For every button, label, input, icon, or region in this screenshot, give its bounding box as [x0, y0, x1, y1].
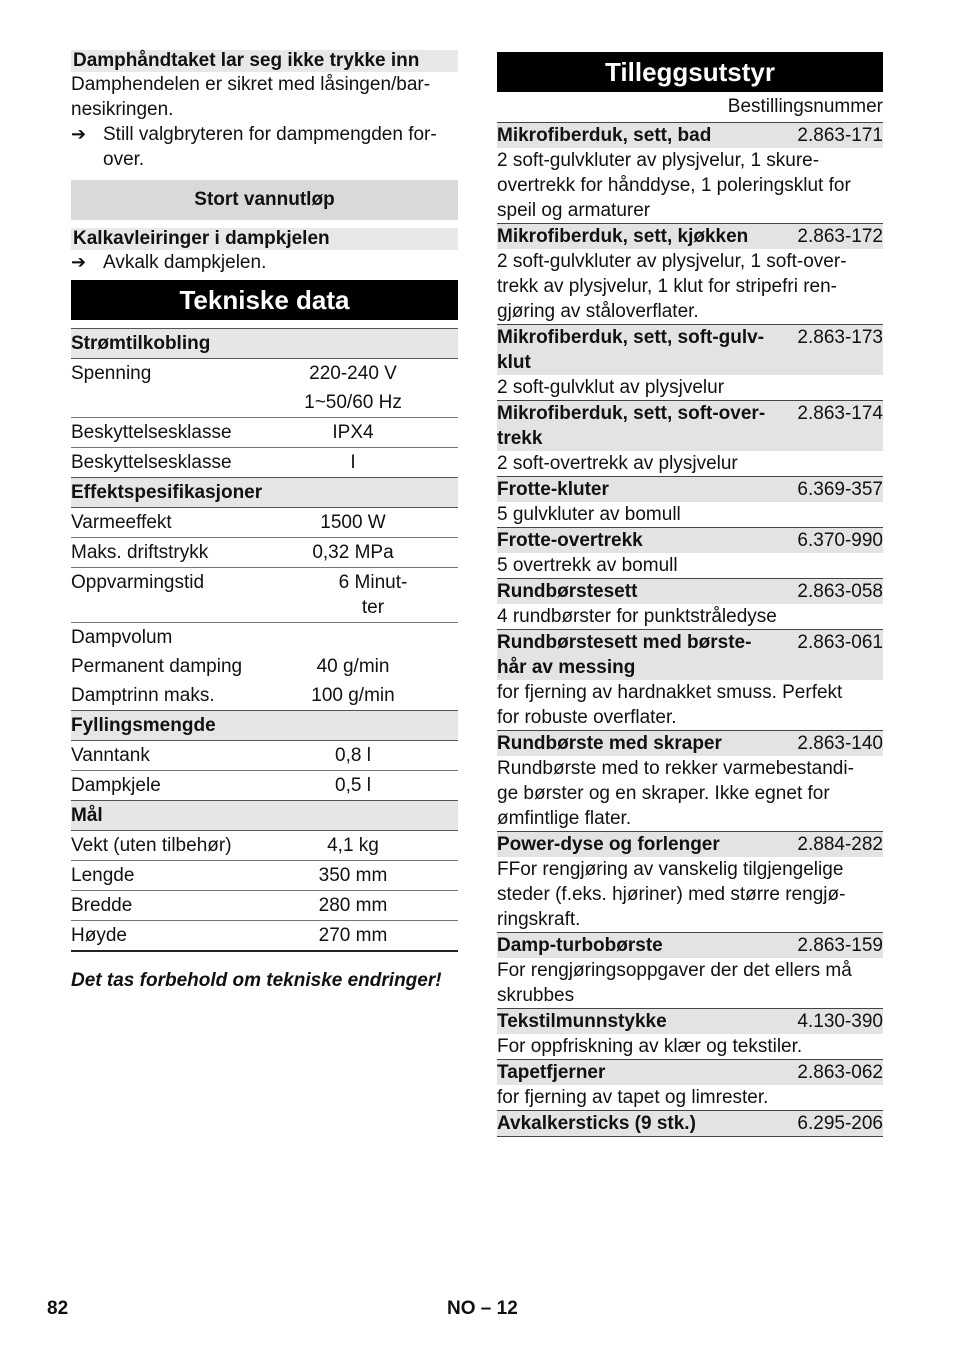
- spec-value: 280 mm: [248, 891, 458, 921]
- accessory-item-header: [497, 629, 883, 680]
- spec-label: Høyde: [71, 921, 248, 952]
- accessory-description: FFor rengjøring av vanskelig tilgjengelige steder (f.eks. hjøriner) med større rengjø- ringskraft.: [497, 859, 846, 930]
- accessory-name: Rundbørste med skraper: [497, 733, 722, 754]
- accessory-item-header: [497, 122, 883, 148]
- locked-bullet: [71, 122, 458, 172]
- accessory-item-header: [497, 1059, 883, 1085]
- accessory-order-number: 6.295-206: [797, 1113, 883, 1134]
- spec-label: Bredde: [71, 891, 248, 921]
- spec-label: Maks. driftstrykk: [71, 538, 248, 568]
- accessory-description: 2 soft-gulvklut av plysjvelur: [497, 377, 725, 398]
- spec-value: 350 mm: [248, 861, 458, 891]
- accessory-description: For rengjøringsoppgaver der det ellers må skrubbes: [497, 960, 852, 1006]
- accessory-item-header: [497, 476, 883, 502]
- accessory-description: 2 soft-gulvkluter av plysjvelur, 1 soft-over- trekk av plysjvelur, 1 klut for stripefri ren- gjøring av ståloverflater.: [497, 251, 847, 322]
- spec-label: Dampvolum: [71, 623, 248, 653]
- accessory-order-number: 2.863-159: [797, 935, 883, 956]
- spec-section-power: Strømtilkobling: [71, 329, 458, 359]
- accessory-order-number: 2.863-140: [797, 733, 883, 754]
- right-column: [497, 50, 883, 1137]
- accessory-description: For oppfriskning av klær og tekstiler.: [497, 1036, 803, 1057]
- disclaimer-note: Det tas forbehold om tekniske endringer!: [71, 970, 442, 991]
- spec-label: Spenning: [71, 359, 248, 389]
- spec-value: 6 Minut- ter: [248, 568, 458, 623]
- accessory-name: Rundbørstesett: [497, 581, 638, 602]
- accessory-order-number: 2.863-174: [797, 403, 883, 424]
- left-column: [71, 50, 458, 992]
- accessory-order-number: 2.863-062: [797, 1062, 883, 1083]
- accessory-name: Avkalkersticks (9 stk.): [497, 1113, 696, 1134]
- accessory-order-number: 4.130-390: [797, 1011, 883, 1032]
- accessory-order-number: 2.863-171: [797, 125, 883, 146]
- accessory-item-header: [497, 400, 883, 451]
- accessory-name: Power-dyse og forlenger: [497, 834, 720, 855]
- tech-spec-table: [71, 328, 458, 952]
- spec-value: 1~50/60 Hz: [304, 392, 402, 413]
- accessory-description: Rundbørste med to rekker varmebestandi- ge børster og en skraper. Ikke egnet for ømfintlige flater.: [497, 758, 854, 829]
- spec-label: Vekt (uten tilbehør): [71, 831, 248, 861]
- accessory-order-number: 6.369-357: [797, 479, 883, 500]
- spec-value: 0,5 l: [248, 771, 458, 801]
- spec-label: Oppvarmingstid: [71, 568, 248, 623]
- accessory-name: Frotte-kluter: [497, 479, 609, 500]
- accessory-item-header: [497, 932, 883, 958]
- accessory-order-number: 2.884-282: [797, 834, 883, 855]
- section-label: NO – 12: [447, 1298, 518, 1319]
- spec-label: Beskyttelsesklasse: [71, 418, 248, 448]
- accessory-name: Mikrofiberduk, sett, kjøkken: [497, 226, 749, 247]
- spec-label: Dampkjele: [71, 771, 248, 801]
- spec-label: Permanent damping: [71, 656, 243, 677]
- accessory-description: 2 soft-gulvkluter av plysjvelur, 1 skure- overtrekk for hånddyse, 1 poleringsklut for speil og armaturer: [497, 150, 851, 221]
- spec-section-dimensions: Mål: [71, 801, 458, 831]
- accessory-item-header: [497, 578, 883, 604]
- accessory-order-number: 6.370-990: [797, 530, 883, 551]
- lime-bullet-text: Avkalk dampkjelen.: [103, 252, 267, 273]
- accessory-description: 4 rundbørster for punktstråledyse: [497, 606, 777, 627]
- spec-section-fill: Fyllingsmengde: [71, 711, 458, 741]
- accessory-name: Mikrofiberduk, sett, bad: [497, 125, 712, 146]
- accessory-description: 2 soft-overtrekk av plysjvelur: [497, 453, 738, 474]
- spec-label: Beskyttelsesklasse: [71, 448, 248, 478]
- accessory-name: Mikrofiberduk, sett, soft-over- trekk: [497, 403, 766, 449]
- accessory-item-header: [497, 1008, 883, 1034]
- spec-value: I: [248, 448, 458, 478]
- spec-section-effect: Effektspesifikasjoner: [71, 478, 458, 508]
- accessory-order-number: 2.863-061: [797, 632, 883, 653]
- accessory-name: Mikrofiberduk, sett, soft-gulv- klut: [497, 327, 765, 373]
- spec-value: 40 g/min: [316, 656, 390, 677]
- spec-value: 0,32 MPa: [248, 538, 458, 568]
- lime-heading: Kalkavleiringer i dampkjelen: [71, 228, 458, 250]
- accessory-name: Frotte-overtrekk: [497, 530, 643, 551]
- locked-bullet-text: Still valgbryteren for dampmengden for- over.: [103, 124, 437, 170]
- spec-value: 270 mm: [248, 921, 458, 952]
- accessory-item-header: [497, 831, 883, 857]
- spec-label: Varmeeffekt: [71, 508, 248, 538]
- accessories-list: [497, 122, 883, 1137]
- accessories-heading: Tilleggsutstyr: [497, 52, 883, 92]
- page-number: 82: [47, 1298, 69, 1319]
- accessory-order-number: 2.863-058: [797, 581, 883, 602]
- spec-label: Lengde: [71, 861, 248, 891]
- accessory-description: 5 gulvkluter av bomull: [497, 504, 681, 525]
- accessory-name: Tapetfjerner: [497, 1062, 606, 1083]
- locked-heading: Damphåndtaket lar seg ikke trykke inn: [71, 50, 458, 72]
- spec-value: 100 g/min: [311, 685, 395, 706]
- accessory-name: Damp-turbobørste: [497, 935, 663, 956]
- order-number-label: Bestillingsnummer: [727, 96, 883, 117]
- locked-text-line2: nesikringen.: [71, 99, 174, 120]
- accessory-description: for fjerning av hardnakket smuss. Perfekt for robuste overflater.: [497, 682, 843, 728]
- spec-value: 220-240 V: [248, 359, 458, 389]
- accessory-item-header: [497, 324, 883, 375]
- accessory-name: Tekstilmunnstykke: [497, 1011, 667, 1032]
- accessory-order-number: 2.863-173: [797, 327, 883, 348]
- water-heading: Stort vannutløp: [71, 180, 458, 220]
- accessory-item-header: [497, 527, 883, 553]
- accessory-item-header: [497, 730, 883, 756]
- spec-value: 4,1 kg: [248, 831, 458, 861]
- arrow-right-icon: ➔: [71, 124, 87, 144]
- accessory-item-header: [497, 1110, 883, 1137]
- accessory-order-number: 2.863-172: [797, 226, 883, 247]
- spec-label: Vanntank: [71, 741, 248, 771]
- accessory-description: for fjerning av tapet og limrester.: [497, 1087, 769, 1108]
- spec-value: 1500 W: [248, 508, 458, 538]
- accessory-description: 5 overtrekk av bomull: [497, 555, 678, 576]
- accessory-name: Rundbørstesett med børste- hår av messing: [497, 632, 752, 678]
- locked-text-line1: Damphendelen er sikret med låsingen/bar-: [71, 74, 431, 95]
- arrow-right-icon: ➔: [71, 252, 87, 272]
- spec-value: IPX4: [248, 418, 458, 448]
- tech-data-heading: Tekniske data: [71, 280, 458, 320]
- accessory-item-header: [497, 223, 883, 249]
- spec-label: Damptrinn maks.: [71, 685, 215, 706]
- spec-value: 0,8 l: [248, 741, 458, 771]
- lime-bullet: [71, 250, 458, 275]
